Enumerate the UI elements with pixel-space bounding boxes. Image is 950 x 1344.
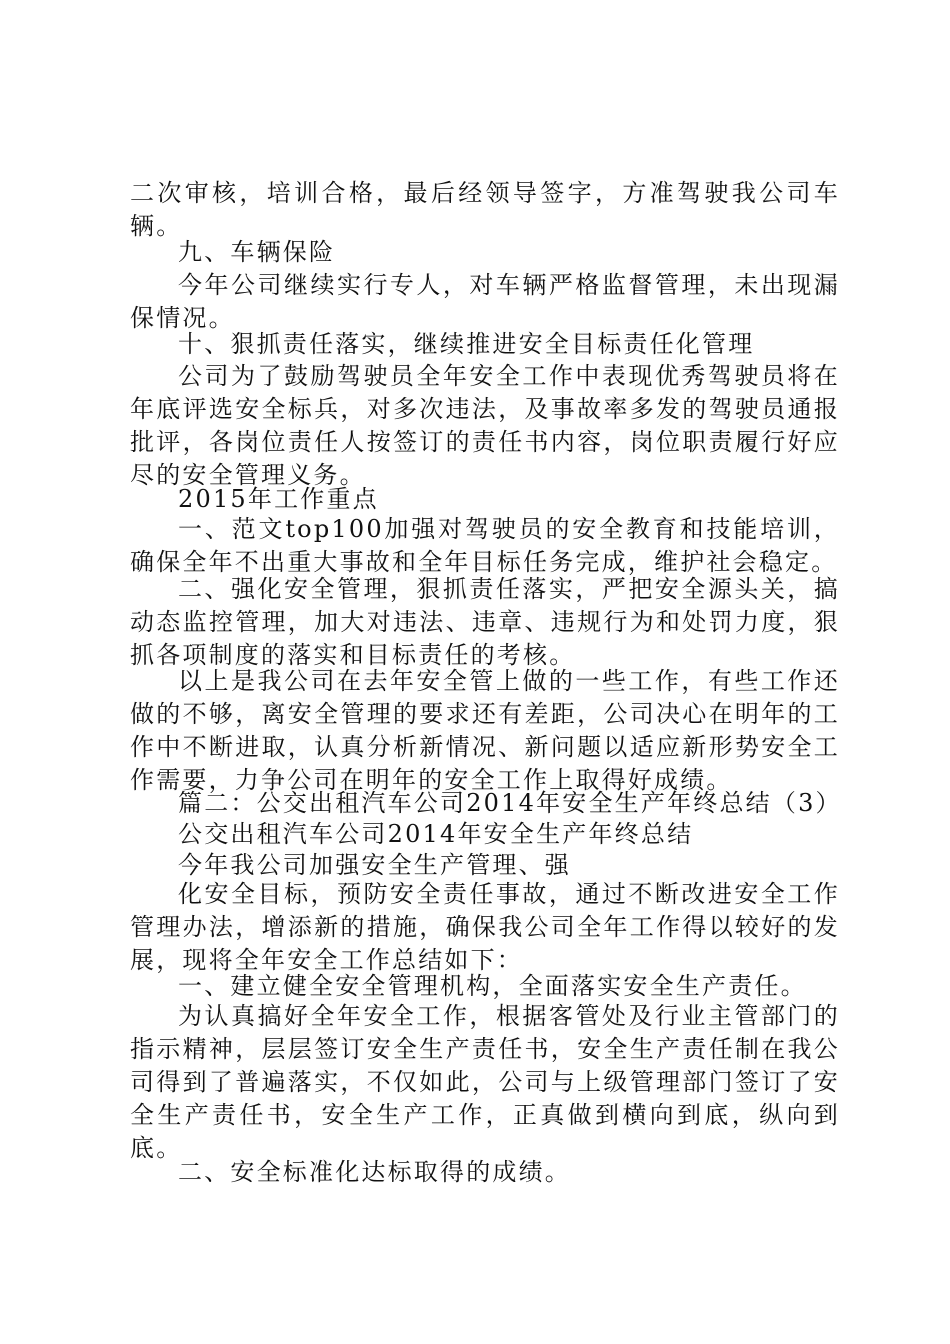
section-heading-organization: 一、建立健全安全管理机构，全面落实安全生产责任。 xyxy=(178,972,807,1000)
paragraph-insurance: 今年公司继续实行专人，对车辆严格监督管理，未出现漏保情况。 xyxy=(130,271,840,332)
section-heading-vehicle-insurance: 九、车辆保险 xyxy=(178,238,336,266)
paragraph-intro-start: 今年我公司加强安全生产管理、强 xyxy=(178,851,571,879)
paragraph-responsibility: 公司为了鼓励驾驶员全年安全工作中表现优秀驾驶员将在年底评选安全标兵，对多次违法，及事故率多发的驾驶员通报批评，各岗位责任人按签订的责任书内容，岗位职责履行好应尽的安全管理义务。 xyxy=(130,362,840,489)
heading-article-two: 篇二：公交出租汽车公司2014年安全生产年终总结（3） xyxy=(178,789,842,817)
section-heading-standardization: 二、安全标准化达标取得的成绩。 xyxy=(178,1158,571,1186)
heading-2015-priorities: 2015年工作重点 xyxy=(178,485,379,513)
heading-summary-title: 公交出租汽车公司2014年安全生产年终总结 xyxy=(178,820,694,848)
paragraph-priority-two: 二、强化安全管理，狠抓责任落实，严把安全源头关，搞动态监控管理，加大对违法、违章、违规行为和处罚力度，狠抓各项制度的落实和目标责任的考核。 xyxy=(130,575,840,669)
paragraph-priority-one: 一、范文top100加强对驾驶员的安全教育和技能培训，确保全年不出重大事故和全年目标任务完成，维护社会稳定。 xyxy=(130,515,840,576)
paragraph-conclusion: 以上是我公司在去年安全管上做的一些工作，有些工作还做的不够，离安全管理的要求还有差距，公司决心在明年的工作中不断进取，认真分析新情况、新问题以适应新形势安全工作需要，力争公司在明年的安全工作上取得好成绩。 xyxy=(130,667,840,794)
paragraph-intro-continued: 化安全目标，预防安全责任事故，通过不断改进安全工作管理办法，增添新的措施，确保我公司全年工作得以较好的发展，现将全年安全工作总结如下： xyxy=(130,880,840,974)
paragraph-continuation: 二次审核，培训合格，最后经领导签字，方准驾驶我公司车辆。 xyxy=(130,179,840,240)
section-heading-responsibility: 十、狠抓责任落实，继续推进安全目标责任化管理 xyxy=(178,330,755,358)
paragraph-organization: 为认真搞好全年安全工作，根据客管处及行业主管部门的指示精神，层层签订安全生产责任书，安全生产责任制在我公司得到了普遍落实，不仅如此，公司与上级管理部门签订了安全生产责任书，安全生产工作，正真做到横向到底，纵向到底。 xyxy=(130,1002,840,1162)
